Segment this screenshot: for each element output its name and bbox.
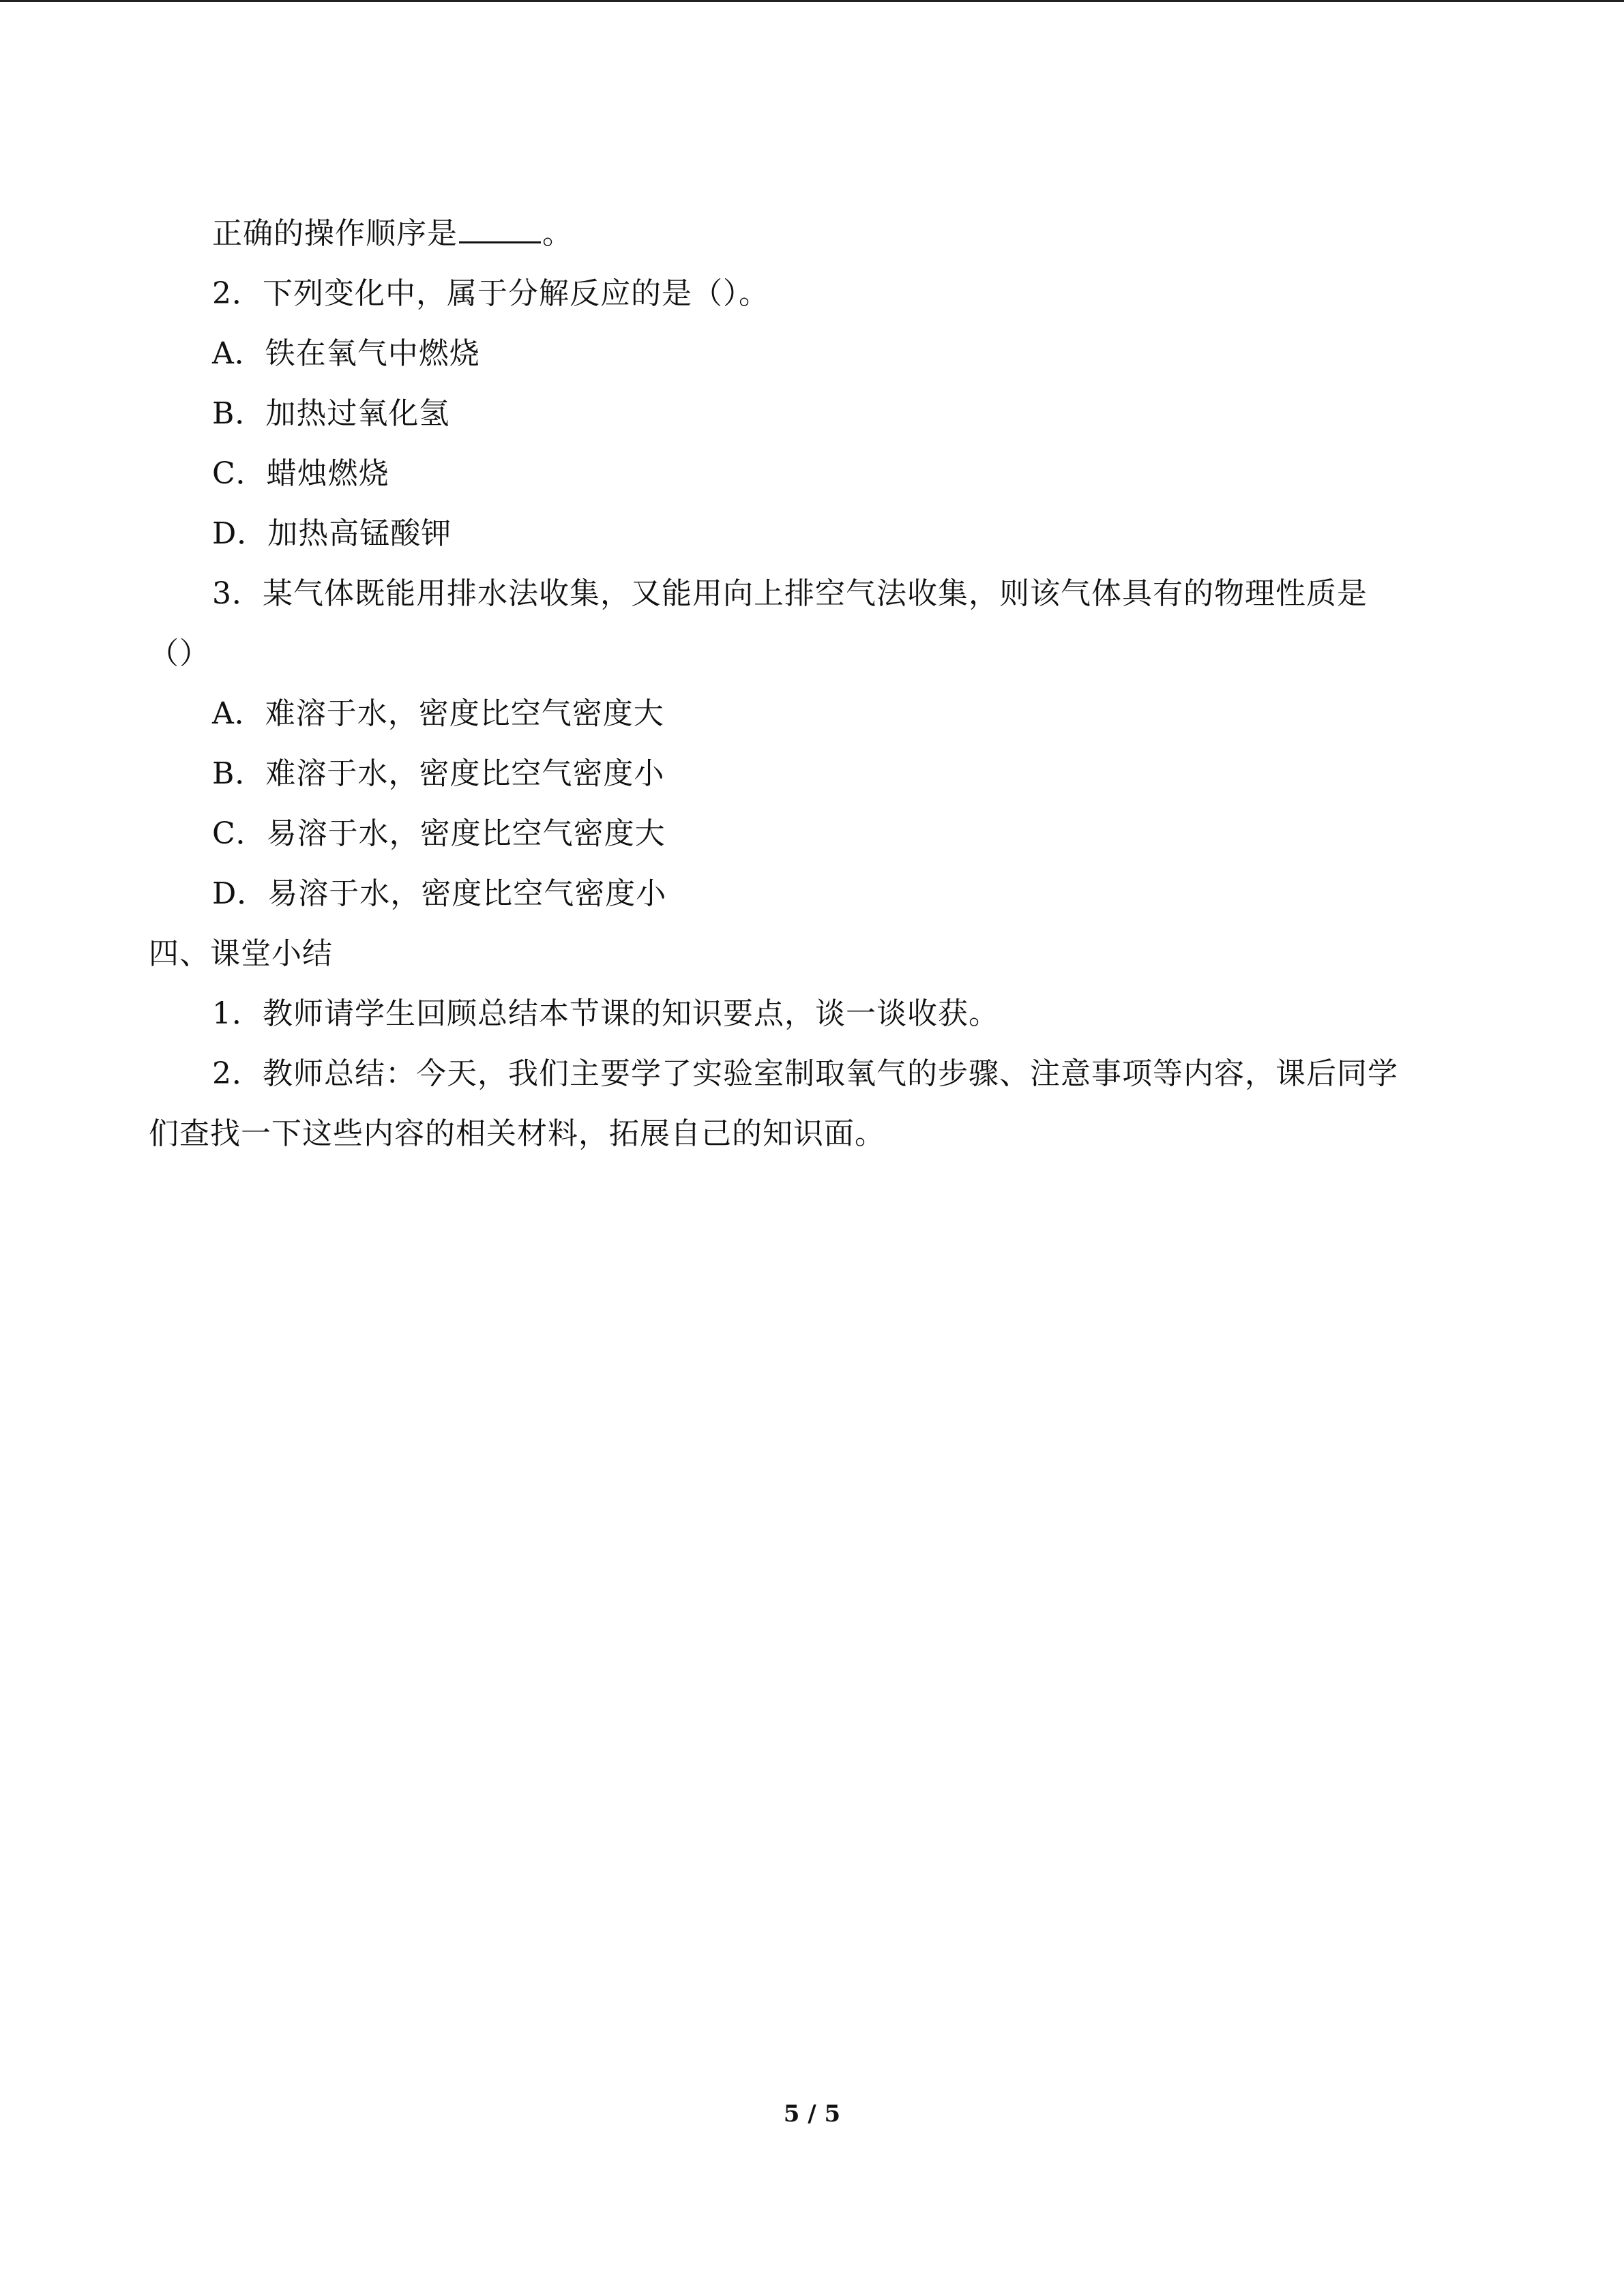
question-3-option-a: A．难溶于水，密度比空气密度大 [212, 696, 664, 731]
summary-item-1: 1．教师请学生回顾总结本节课的知识要点，谈一谈收获。 [212, 996, 999, 1031]
question-3-stem: 3．某气体既能用排水法收集，又能用向上排空气法收集，则该气体具有的物理性质是 [212, 576, 1368, 611]
question-1-answer-line [212, 213, 573, 254]
question-3-option-b: B．难溶于水，密度比空气密度小 [212, 756, 665, 791]
question-3-option-c: C．易溶于水，密度比空气密度大 [212, 816, 666, 851]
question-3-stem-continuation: （） [149, 636, 210, 671]
page-number: 5 / 5 [783, 2100, 841, 2128]
summary-item-2: 2．教师总结：今天，我们主要学了实验室制取氧气的步骤、注意事项等内容，课后同学 [212, 1056, 1398, 1091]
answer-blank [459, 214, 541, 243]
section-heading-summary: 四、课堂小结 [149, 936, 333, 971]
question-2-stem: 2．下列变化中，属于分解反应的是（）。 [212, 276, 769, 311]
question-3-option-d: D．易溶于水，密度比空气密度小 [212, 876, 667, 911]
question-1-answer-prefix: 正确的操作顺序是 [212, 216, 458, 251]
question-2-option-c: C．蜡烛燃烧 [212, 456, 389, 491]
question-2-option-a: A．铁在氧气中燃烧 [212, 336, 480, 371]
question-2-option-d: D．加热高锰酸钾 [212, 516, 452, 551]
question-2-option-b: B．加热过氧化氢 [212, 396, 450, 431]
summary-item-2-continuation: 们查找一下这些内容的相关材料，拓展自己的知识面。 [149, 1116, 885, 1151]
question-1-answer-suffix: 。 [542, 216, 573, 251]
